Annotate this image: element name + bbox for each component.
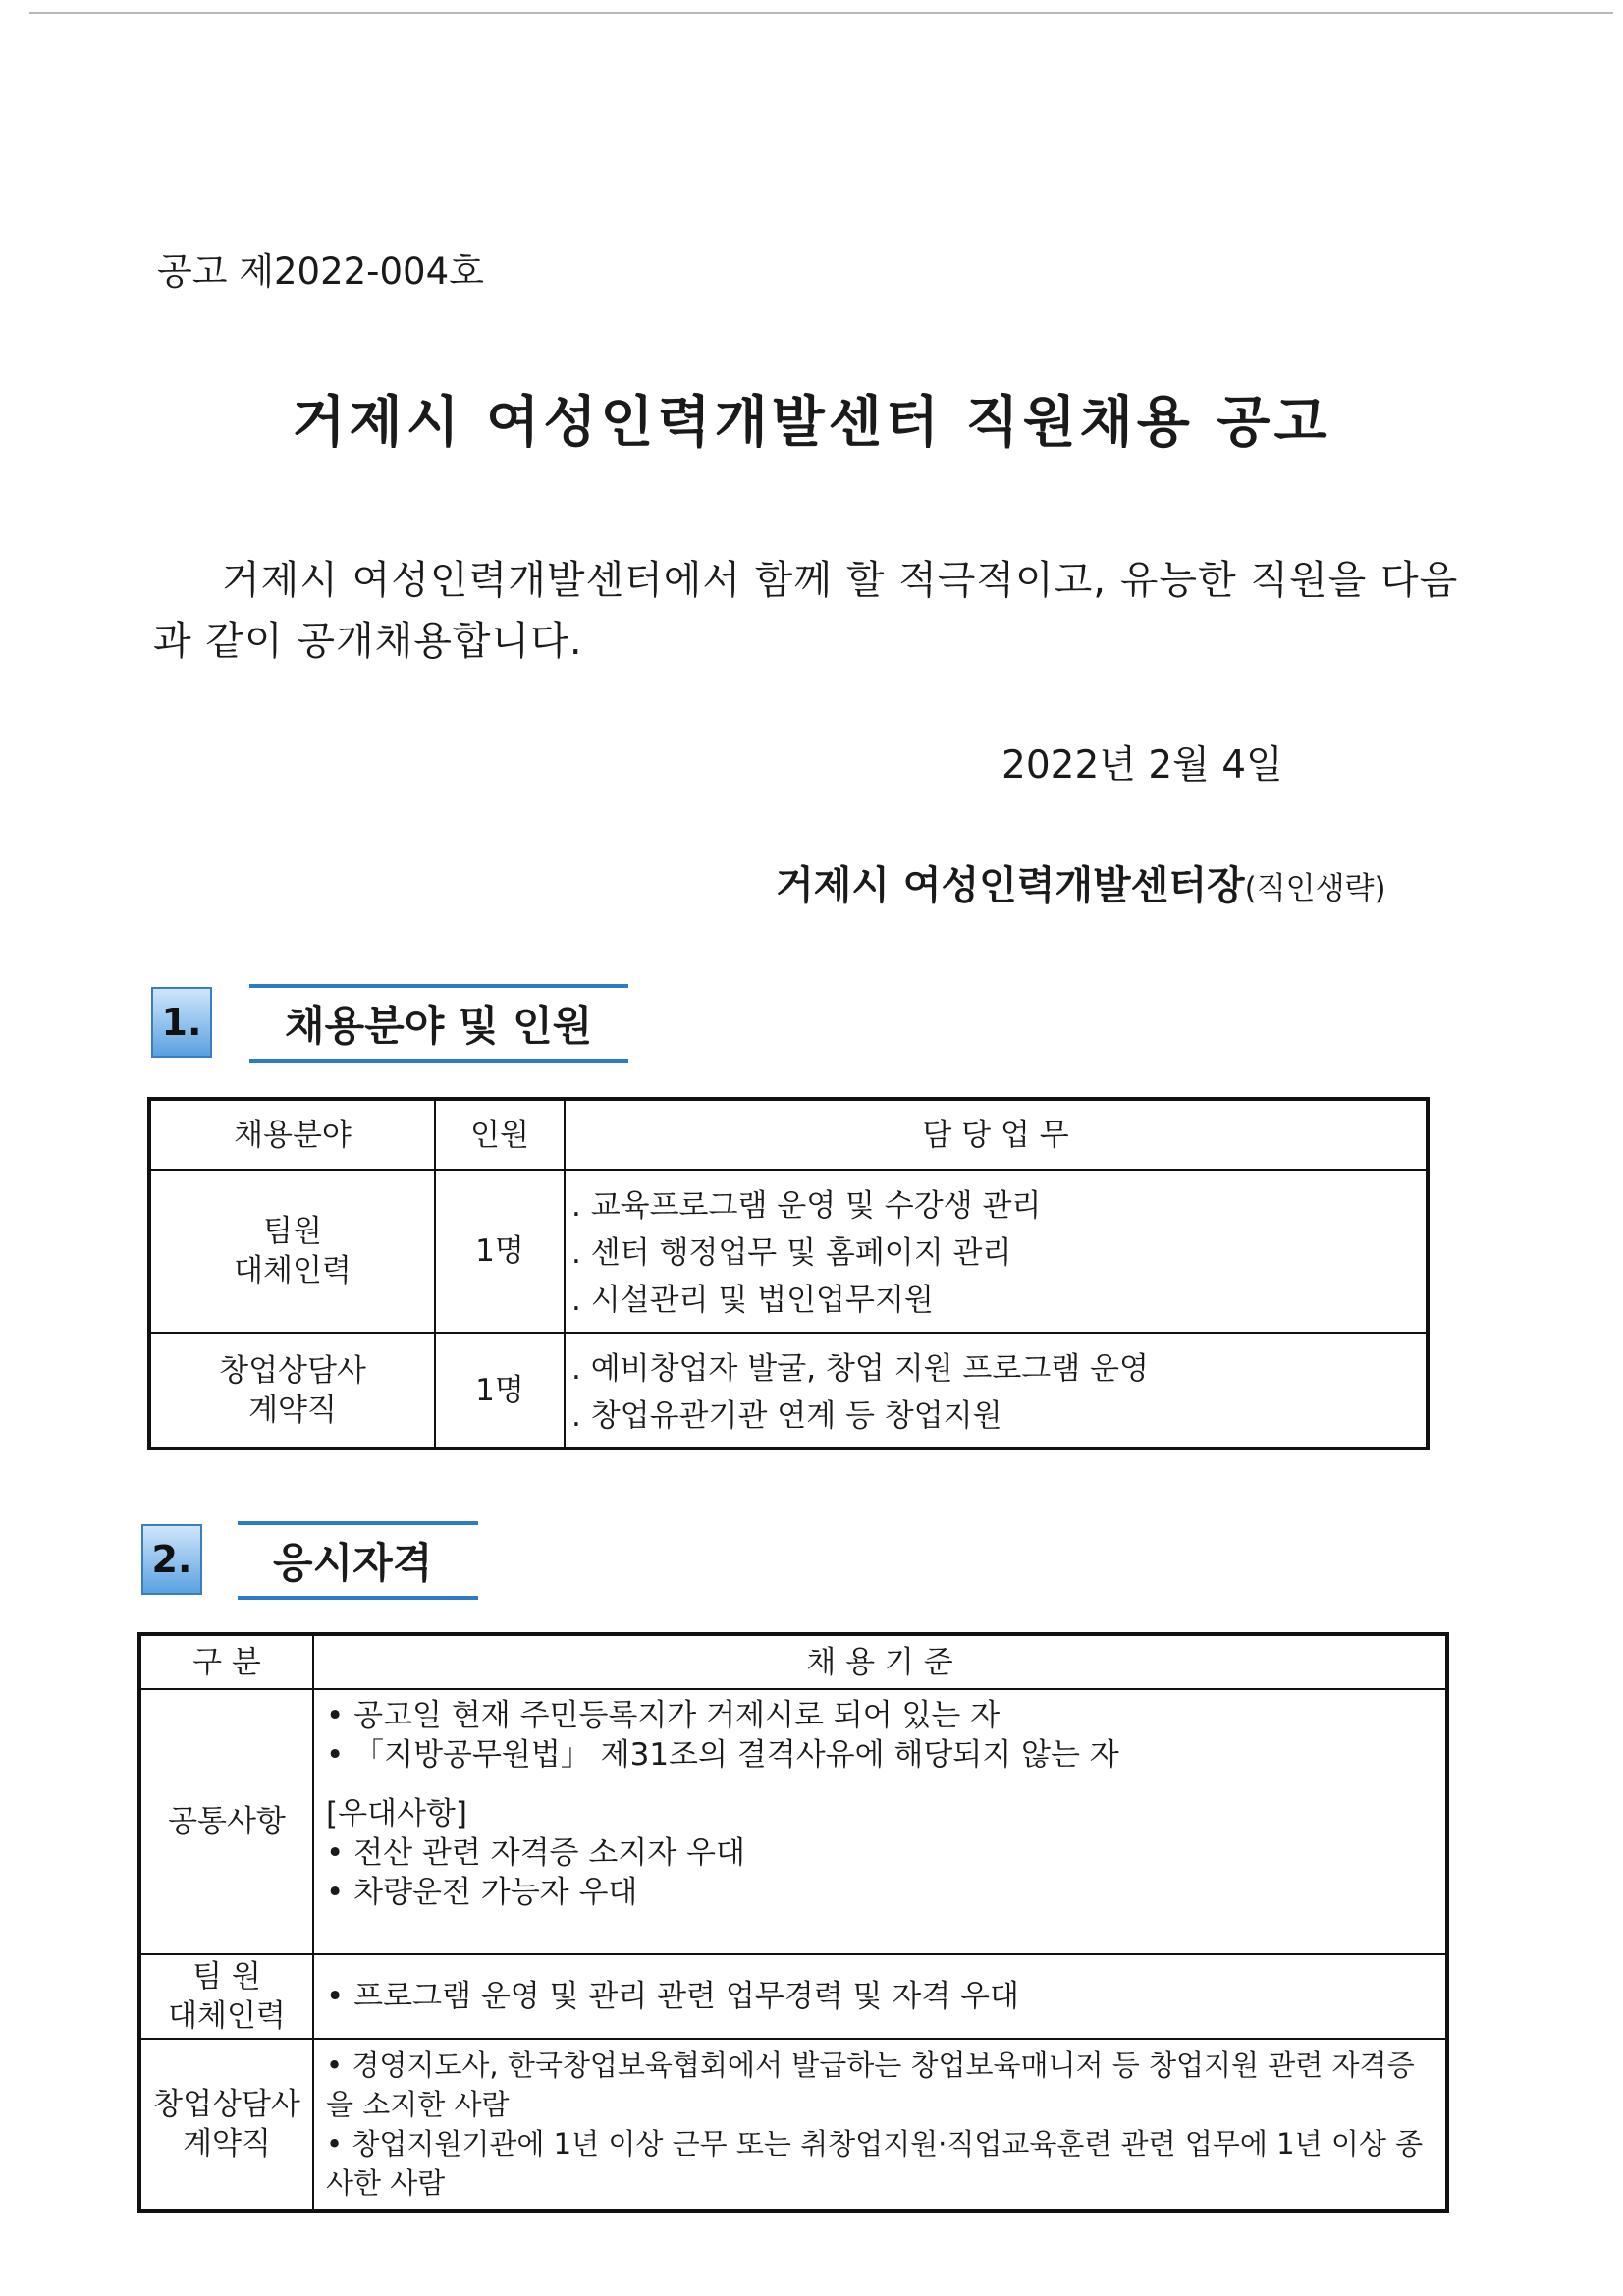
list-item: • 공고일 현재 주민등록지가 거제시로 되어 있는 자	[326, 1696, 1434, 1735]
qualification-table	[137, 1632, 1449, 2213]
table-row	[139, 1689, 1447, 1954]
field-cell: 창업상담사 계약직	[149, 1333, 435, 1449]
recruitment-table	[147, 1097, 1430, 1450]
list-item: • 프로그램 운영 및 관리 관련 업무경력 및 자격 우대	[326, 1977, 1434, 2016]
section2-title: 응시자격	[238, 1521, 478, 1600]
table-row	[149, 1170, 1428, 1333]
duties-cell	[565, 1333, 1428, 1449]
section1-number: 1.	[151, 987, 212, 1058]
preference-heading: [우대사항]	[326, 1796, 467, 1831]
table-row	[149, 1333, 1428, 1449]
list-item: • 경영지도사, 한국창업보육협회에서 발급하는 창업보육매니저 등 창업지원 관련 자격증을 소지한 사람	[326, 2046, 1434, 2124]
criteria-cell	[313, 1954, 1447, 2039]
header-count: 인원	[435, 1099, 565, 1170]
field-cell: 팀원 대체인력	[149, 1170, 435, 1333]
list-item: • 차량운전 가능자 우대	[326, 1873, 1434, 1912]
duties-cell	[565, 1170, 1428, 1333]
section1-title: 채용분야 및 인원	[249, 984, 628, 1063]
scan-edge-line	[29, 12, 1613, 14]
list-item: • 전산 관련 자격증 소지자 우대	[326, 1833, 1434, 1873]
seal-note: (직인생략)	[1244, 871, 1386, 906]
header-field: 채용분야	[149, 1099, 435, 1170]
table-header-row	[149, 1099, 1428, 1170]
header-criteria: 채 용 기 준	[313, 1634, 1447, 1689]
list-item: . 교육프로그램 운영 및 수강생 관리	[571, 1182, 1426, 1230]
notice-number: 공고 제2022-004호	[157, 250, 484, 293]
list-item: . 예비창업자 발굴, 창업 지원 프로그램 운영	[571, 1345, 1426, 1393]
list-item: . 센터 행정업무 및 홈페이지 관리	[571, 1230, 1426, 1277]
category-cell: 팀 원 대체인력	[139, 1954, 313, 2039]
count-cell: 1명	[435, 1170, 565, 1333]
category-cell: 창업상담사 계약직	[139, 2039, 313, 2211]
list-item: • 창업지원기관에 1년 이상 근무 또는 취창업지원·직업교육훈련 관련 업무에 1년 이상 종사한 사람	[326, 2124, 1434, 2203]
header-category: 구 분	[139, 1634, 313, 1689]
list-item: . 시설관리 및 법인업무지원	[571, 1277, 1426, 1324]
count-cell: 1명	[435, 1333, 565, 1449]
table-row	[139, 1954, 1447, 2039]
criteria-cell	[313, 2039, 1447, 2211]
list-item: . 창업유관기관 연계 등 창업지원	[571, 1393, 1426, 1440]
section2-number: 2.	[141, 1524, 202, 1595]
notice-date: 2022년 2월 4일	[1001, 743, 1283, 788]
table-row	[139, 2039, 1447, 2211]
table-header-row	[139, 1634, 1447, 1689]
signer	[776, 854, 1386, 910]
intro-paragraph: 거제시 여성인력개발센터에서 함께 할 적극적이고, 유능한 직원을 다음과 같이 공개채용합니다.	[153, 558, 1459, 664]
list-item: • 「지방공무원법」 제31조의 결격사유에 해당되지 않는 자	[326, 1735, 1434, 1775]
header-duties: 담 당 업 무	[565, 1099, 1428, 1170]
criteria-cell	[313, 1689, 1447, 1954]
category-cell: 공통사항	[139, 1689, 313, 1954]
page-title: 거제시 여성인력개발센터 직원채용 공고	[292, 391, 1331, 455]
signer-name: 거제시 여성인력개발센터장	[776, 863, 1245, 908]
